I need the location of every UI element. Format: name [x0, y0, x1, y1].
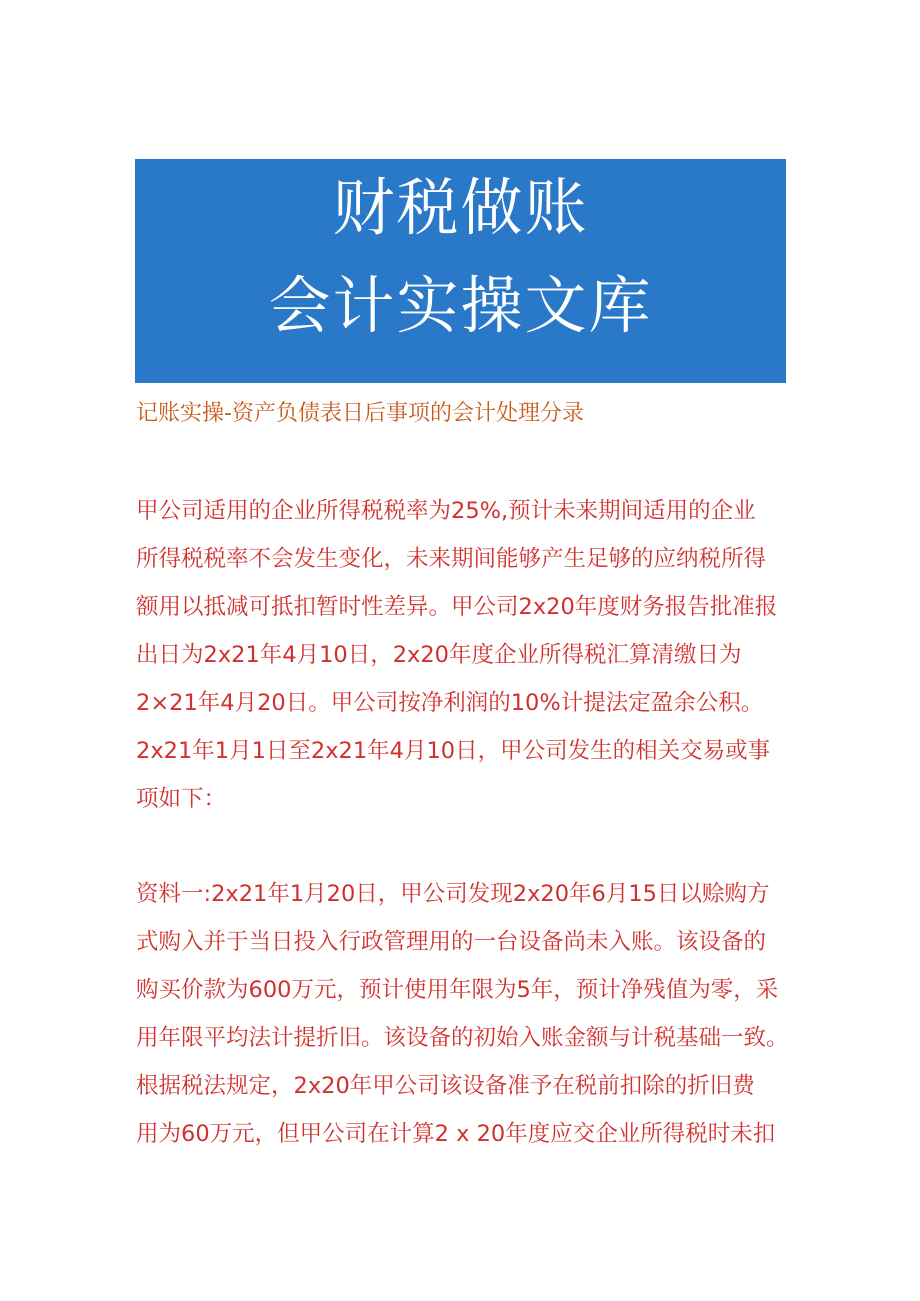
- intro-paragraph: [136, 487, 796, 823]
- paragraph-line: 出日为2x21年4月10日，2x20年度企业所得税汇算清缴日为: [136, 642, 742, 668]
- paragraph-line: 2x21年1月1日至2x21年4月10日，甲公司发生的相关交易或事: [136, 738, 771, 764]
- paragraph-line: 甲公司适用的企业所得税税率为25%,预计未来期间适用的企业: [136, 498, 756, 524]
- paragraph-line: 用年限平均法计提折旧。该设备的初始入账金额与计税基础一致。: [136, 1025, 789, 1051]
- banner-title-line-2: 会计实操文库: [268, 269, 653, 342]
- title-banner: [135, 159, 786, 383]
- paragraph-line: 所得税税率不会发生变化，未来期间能够产生足够的应纳税所得: [136, 546, 767, 572]
- paragraph-line: 项如下：: [136, 786, 227, 812]
- paragraph-line: 额用以抵减可抵扣暂时性差异。甲公司2x20年度财务报告批准报: [136, 594, 778, 620]
- material-one-paragraph: [136, 870, 796, 1158]
- paragraph-line: 购买价款为600万元，预计使用年限为5年，预计净残值为零，采: [136, 977, 779, 1003]
- paragraph-line: 根据税法规定，2x20年甲公司该设备准予在税前扣除的折旧费: [136, 1073, 755, 1099]
- paragraph-line: 资料一:2x21年1月20日，甲公司发现2x20年6月15日以赊购方: [136, 881, 770, 907]
- paragraph-line: 2×21年4月20日。甲公司按净利润的10%计提法定盈余公积。: [136, 690, 764, 716]
- paragraph-line: 式购入并于当日投入行政管理用的一台设备尚未入账。该设备的: [136, 929, 767, 955]
- document-subtitle: 记账实操-资产负债表日后事项的会计处理分录: [136, 401, 584, 426]
- paragraph-line: 用为60万元，但甲公司在计算2 x 20年度应交企业所得税时未扣: [136, 1121, 776, 1147]
- banner-title-line-1: 财税做账: [332, 171, 589, 244]
